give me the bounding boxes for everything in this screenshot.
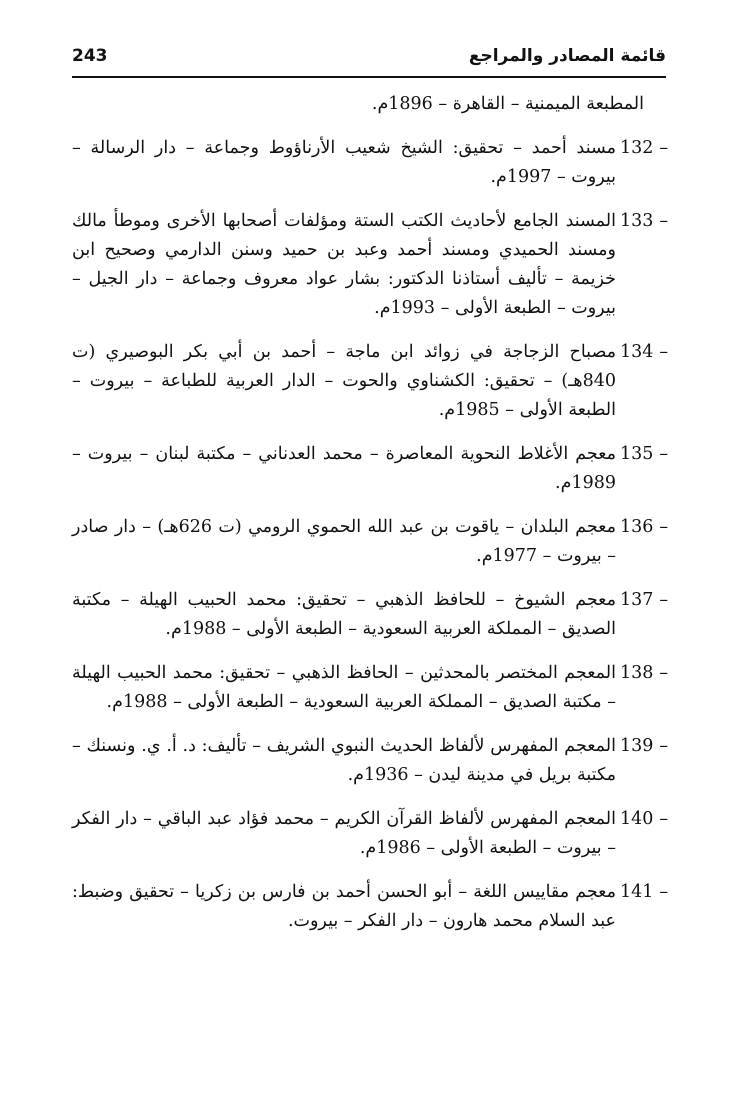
reference-entry: 139 – المعجم المفهرس لألفاظ الحديث النبوي الشريف – تأليف: د. أ. ي. ونسنك – مكتبة بريل في مدينة ليدن – 1936م. (72, 736, 669, 785)
entry-number: 137 (620, 590, 654, 610)
reference-entry: 140 – المعجم المفهرس لألفاظ القرآن الكريم – محمد فؤاد عبد الباقي – دار الفكر – بيروت – الطبعة الأولى – 1986م. (72, 809, 669, 858)
entry-text: معجم الأغلاط النحوية المعاصرة – محمد العدناني – مكتبة لبنان – بيروت – 1989م. (72, 444, 616, 493)
entry-number: 135 (620, 444, 654, 464)
entry-text: معجم مقاييس اللغة – أبو الحسن أحمد بن فارس بن زكريا – تحقيق وضبط: عبد السلام محمد هارون – دار الفكر – بيروت. (72, 882, 616, 931)
continuation-text: المطبعة الميمنية – القاهرة – 1896م. (371, 94, 644, 114)
reference-entry: 138 – المعجم المختصر بالمحدثين – الحافظ الذهبي – تحقيق: محمد الحبيب الهيلة – مكتبة الصديق – المملكة العربية السعودية – الطبعة الأولى – 1988م. (72, 663, 669, 712)
entry-text: مصباح الزجاجة في زوائد ابن ماجة – أحمد بن أبي بكر البوصيري (ت 840هـ) – تحقيق: الكشناوي والحوت – الدار العربية للطباعة – بيروت – الطبعة الأولى – 1985م. (72, 342, 616, 420)
entry-text: المعجم المفهرس لألفاظ القرآن الكريم – محمد فؤاد عبد الباقي – دار الفكر – بيروت – الطبعة الأولى – 1986م. (72, 809, 616, 858)
entry-number: 140 (620, 809, 654, 829)
entry-text: المعجم المفهرس لألفاظ الحديث النبوي الشريف – تأليف: د. أ. ي. ونسنك – مكتبة بريل في مدينة ليدن – 1936م. (72, 736, 616, 785)
entry-text: معجم البلدان – ياقوت بن عبد الله الحموي الرومي (ت 626هـ) – دار صادر – بيروت – 1977م. (72, 517, 616, 566)
entry-text: مسند أحمد – تحقيق: الشيخ شعيب الأرناؤوط وجماعة – دار الرسالة – بيروت – 1997م. (72, 138, 616, 187)
reference-entry: 137 – معجم الشيوخ – للحافظ الذهبي – تحقيق: محمد الحبيب الهيلة – مكتبة الصديق – المملكة العربية السعودية – الطبعة الأولى – 1988م. (72, 590, 669, 639)
entry-number: 132 (620, 138, 654, 158)
reference-entry: 134 – مصباح الزجاجة في زوائد ابن ماجة – أحمد بن أبي بكر البوصيري (ت 840هـ) – تحقيق: الكشناوي والحوت – الدار العربية للطباعة – بيروت – الطبعة الأولى – 1985م. (72, 342, 669, 420)
reference-entry: 135 – معجم الأغلاط النحوية المعاصرة – محمد العدناني – مكتبة لبنان – بيروت – 1989م. (72, 444, 669, 493)
reference-entry: 136 – معجم البلدان – ياقوت بن عبد الله الحموي الرومي (ت 626هـ) – دار صادر – بيروت – 1977م. (72, 517, 669, 566)
entry-text: المعجم المختصر بالمحدثين – الحافظ الذهبي – تحقيق: محمد الحبيب الهيلة – مكتبة الصديق – المملكة العربية السعودية – الطبعة الأولى – 1988م. (72, 663, 616, 712)
references-list (72, 90, 669, 951)
entry-number: 133 (620, 211, 654, 231)
header-rule (72, 76, 666, 78)
entry-text: معجم الشيوخ – للحافظ الذهبي – تحقيق: محمد الحبيب الهيلة – مكتبة الصديق – المملكة العربية السعودية – الطبعة الأولى – 1988م. (72, 590, 616, 639)
reference-entry: 132 – مسند أحمد – تحقيق: الشيخ شعيب الأرناؤوط وجماعة – دار الرسالة – بيروت – 1997م. (72, 138, 669, 187)
entry-text: المسند الجامع لأحاديث الكتب الستة ومؤلفات أصحابها الأخرى وموطأ مالك ومسند الحميدي ومسند أحمد وعبد بن حميد وسنن الدارمي وصحيح ابن خزيمة – تأليف أستاذنا الدكتور: بشار عواد معروف وجماعة – دار الجيل – بيروت – الطبعة الأولى – 1993م. (72, 211, 616, 318)
entry-number: 141 (620, 882, 654, 902)
entry-number: 136 (620, 517, 654, 537)
running-title: قائمة المصادر والمراجع (468, 46, 666, 66)
reference-entry: 141 – معجم مقاييس اللغة – أبو الحسن أحمد بن فارس بن زكريا – تحقيق وضبط: عبد السلام محمد هارون – دار الفكر – بيروت. (72, 882, 669, 931)
entry-number: 139 (620, 736, 654, 756)
page-header (72, 44, 666, 74)
reference-entry: 133 – المسند الجامع لأحاديث الكتب الستة ومؤلفات أصحابها الأخرى وموطأ مالك ومسند الحميدي ومسند أحمد وعبد بن حميد وسنن الدارمي وصحيح ابن خزيمة – تأليف أستاذنا الدكتور: بشار عواد معروف وجماعة – دار الجيل – بيروت – الطبعة الأولى – 1993م. (72, 211, 669, 318)
entry-number: 134 (620, 342, 654, 362)
page-number: 243 (72, 46, 108, 66)
entry-number: 138 (620, 663, 654, 683)
